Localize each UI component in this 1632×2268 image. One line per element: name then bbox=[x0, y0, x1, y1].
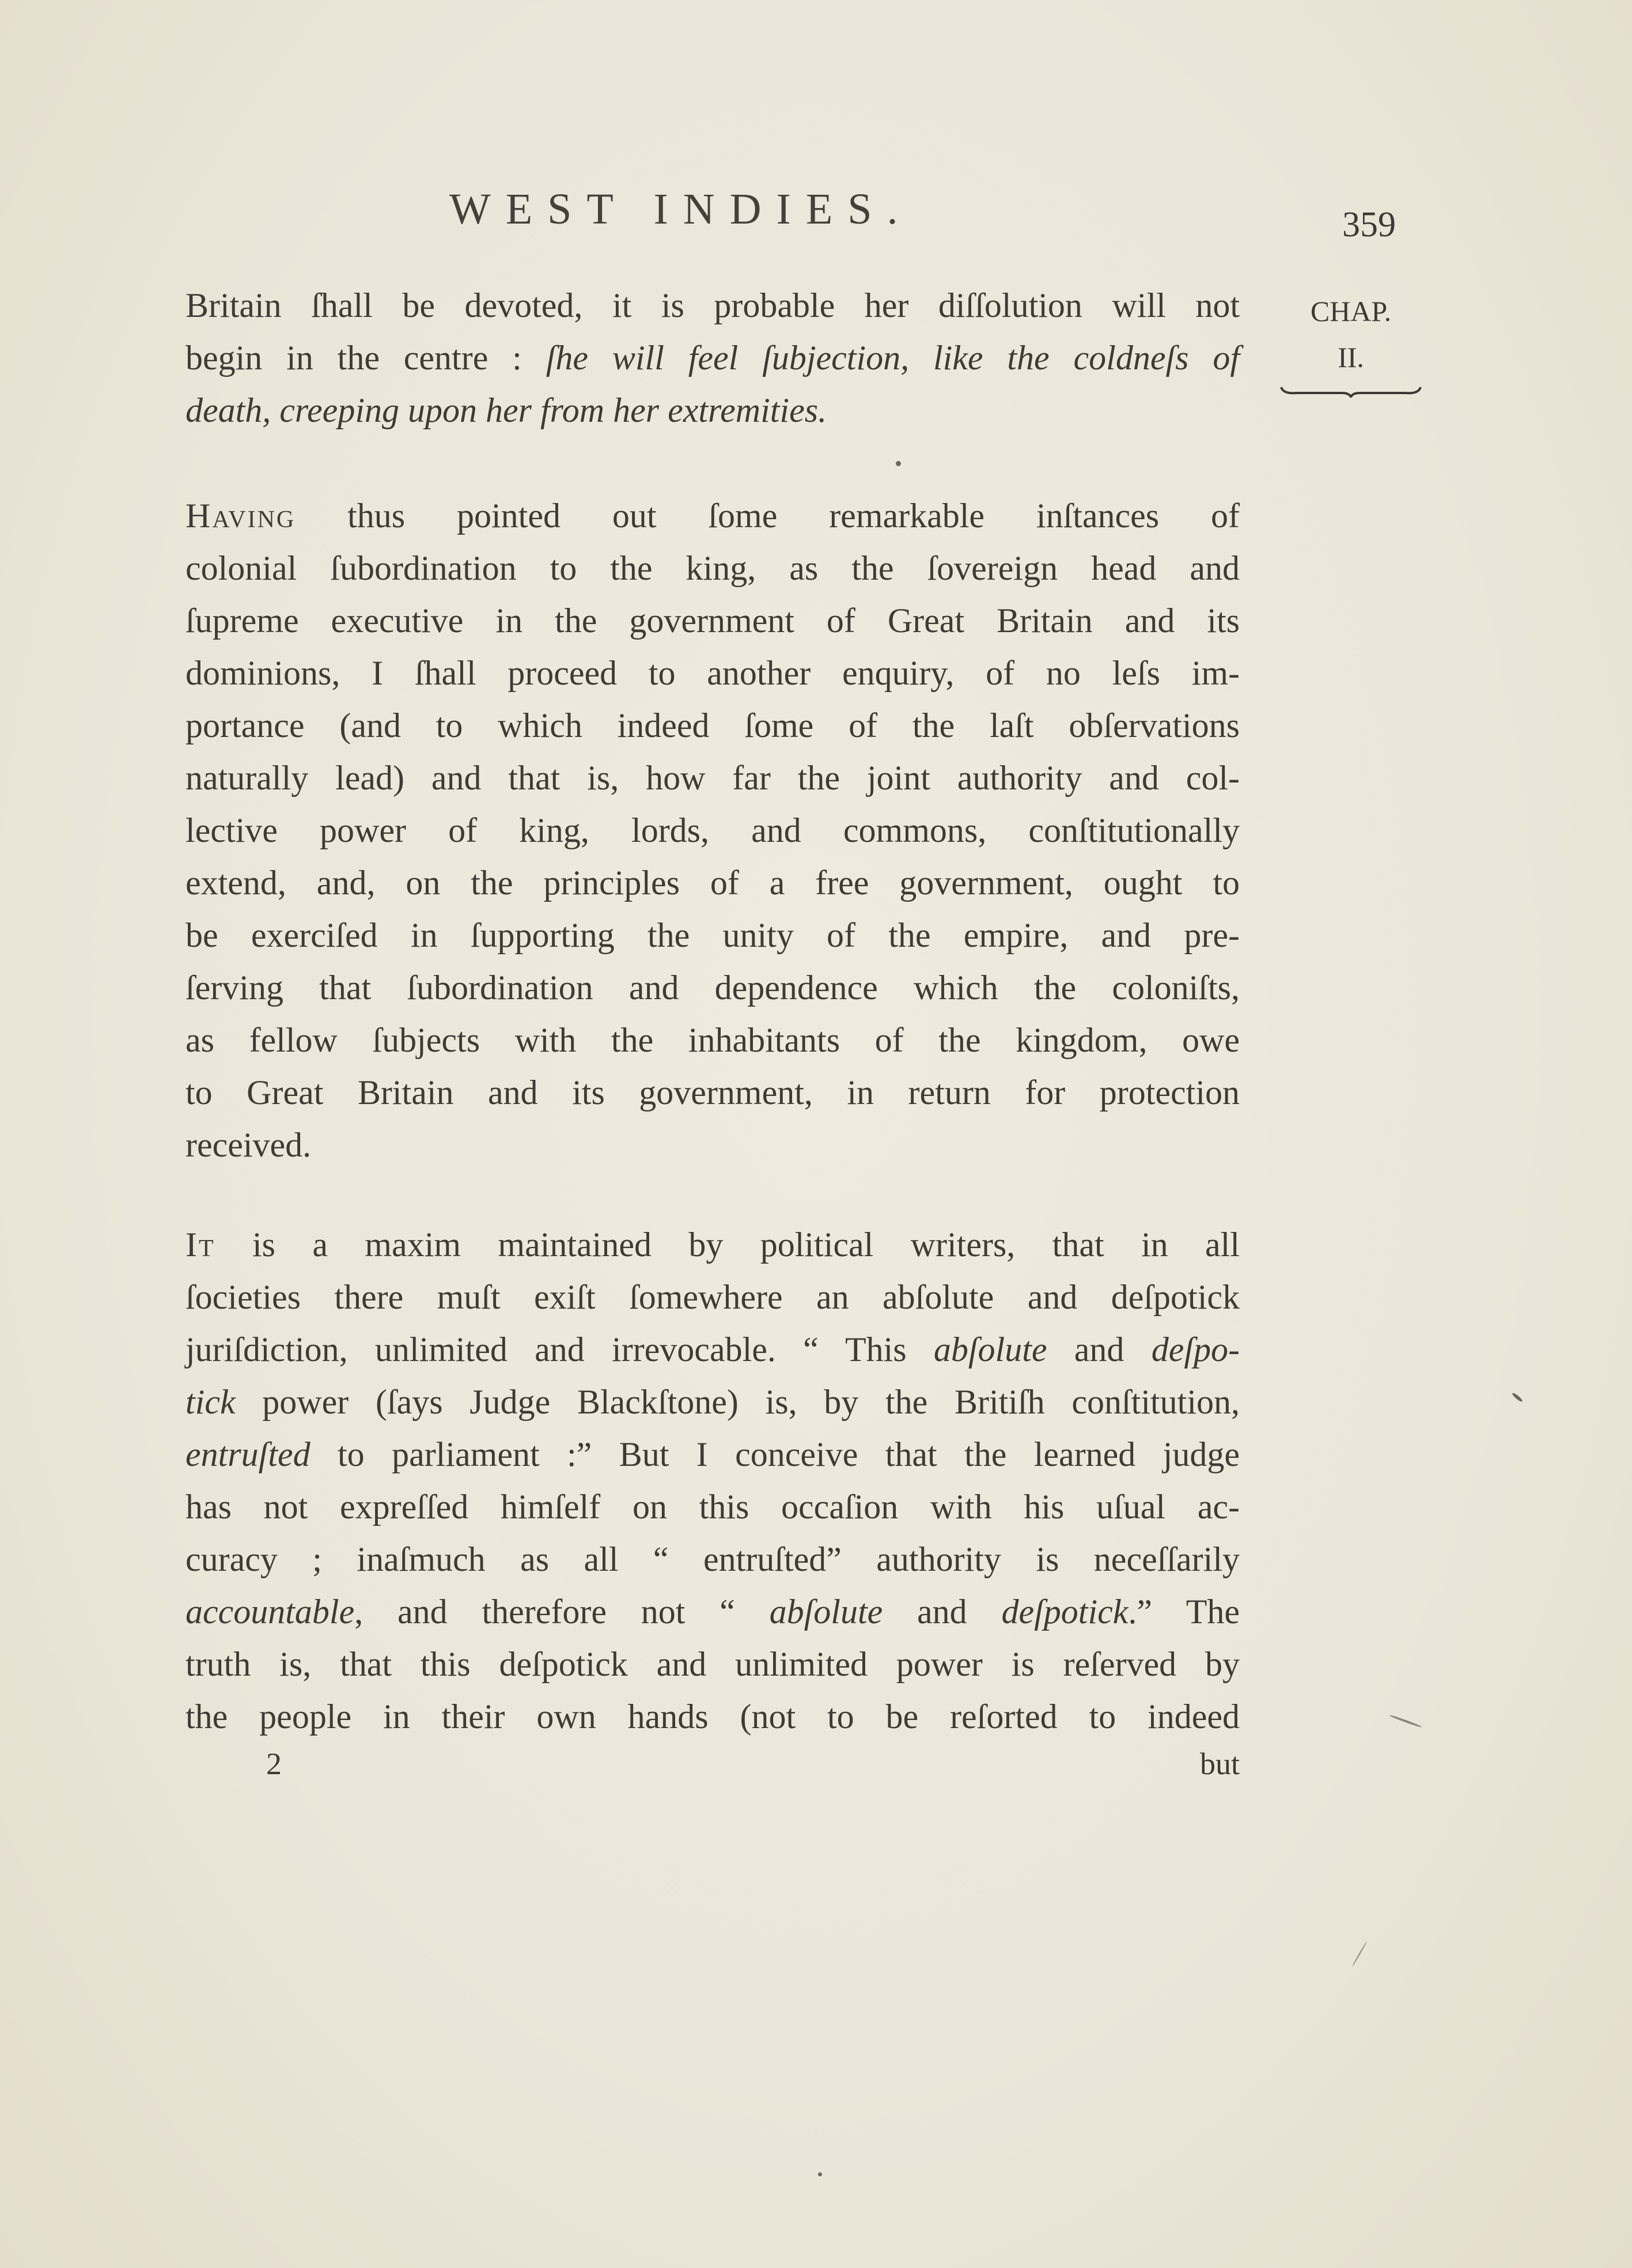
text-line: the people in their own hands (not to be reſorted to indeed bbox=[185, 1698, 1240, 1736]
text-line: as fellow ſubjects with the inhabitants of the kingdom, owe bbox=[185, 1021, 1240, 1059]
text-line: ſerving that ſubordination and dependence which the coloniſts, bbox=[185, 969, 1240, 1007]
text-line: juriſdiction, unlimited and irrevocable. “ This abſolute and deſpo- bbox=[185, 1330, 1240, 1369]
margin-note-number: II. bbox=[1338, 341, 1364, 373]
text-line: entruſted to parliament :” But I conceive that the learned judge bbox=[185, 1435, 1240, 1473]
paper-speck bbox=[818, 2172, 822, 2176]
text-line: portance (and to which indeed ſome of the laſt obſervations bbox=[185, 706, 1240, 744]
paper-speck bbox=[1352, 1941, 1368, 1967]
catchword: but bbox=[1199, 1747, 1240, 1781]
text-line: be exerciſed in ſupporting the unity of the empire, and pre- bbox=[185, 916, 1240, 954]
text-line: ſocieties there muſt exiſt ſomewhere an abſolute and deſpotick bbox=[185, 1278, 1240, 1316]
paragraph-3 bbox=[185, 1219, 1240, 1743]
text-line: Britain ſhall be devoted, it is probable her diſſolution will not bbox=[185, 286, 1240, 324]
signature-mark: 2 bbox=[266, 1747, 282, 1781]
margin-note-chapter: CHAP. bbox=[1310, 295, 1392, 327]
text-line: Having thus pointed out ſome remarkable inſtances of bbox=[185, 497, 1240, 535]
margin-note bbox=[1276, 288, 1426, 398]
text-line: extend, and, on the principles of a free government, ought to bbox=[185, 864, 1240, 902]
text-line: truth is, that this deſpotick and unlimited power is reſerved by bbox=[185, 1645, 1240, 1683]
text-line: curacy ; inaſmuch as all “ entruſted” authority is neceſſarily bbox=[185, 1540, 1240, 1578]
page-number: 359 bbox=[1342, 205, 1396, 244]
text-line: death, creeping upon her from her extremities. bbox=[185, 391, 827, 429]
brace-ornament bbox=[1279, 385, 1423, 398]
text-line: to Great Britain and its government, in return for protection bbox=[185, 1073, 1240, 1112]
text-line: lective power of king, lords, and commons, conſtitutionally bbox=[185, 811, 1240, 849]
paragraph-2 bbox=[185, 490, 1240, 1171]
text-line: accountable, and therefore not “ abſolute and deſpotick.” The bbox=[185, 1593, 1240, 1631]
text-line: has not expreſſed himſelf on this occaſion with his uſual ac- bbox=[185, 1488, 1240, 1526]
paper-speck bbox=[1389, 1714, 1422, 1728]
text-line: naturally lead) and that is, how far the joint authority and col- bbox=[185, 759, 1240, 797]
text-line: received. bbox=[185, 1126, 312, 1164]
running-head: WEST INDIES. bbox=[449, 185, 913, 233]
text-line: It is a maxim maintained by political writers, that in all bbox=[185, 1226, 1240, 1264]
text-line: colonial ſubordination to the king, as the ſovereign head and bbox=[185, 549, 1240, 587]
paper-speck bbox=[896, 461, 901, 466]
paragraph-1 bbox=[185, 279, 1240, 437]
paper-speck bbox=[1512, 1392, 1524, 1403]
text-line: dominions, I ſhall proceed to another enquiry, of no leſs im- bbox=[185, 654, 1240, 692]
text-line: ſupreme executive in the government of Great Britain and its bbox=[185, 602, 1240, 640]
text-line: tick power (ſays Judge Blackſtone) is, by the Britiſh conſtitution, bbox=[185, 1383, 1240, 1421]
text-line: begin in the centre : ſhe will feel ſubjection, like the coldneſs of bbox=[185, 339, 1240, 377]
